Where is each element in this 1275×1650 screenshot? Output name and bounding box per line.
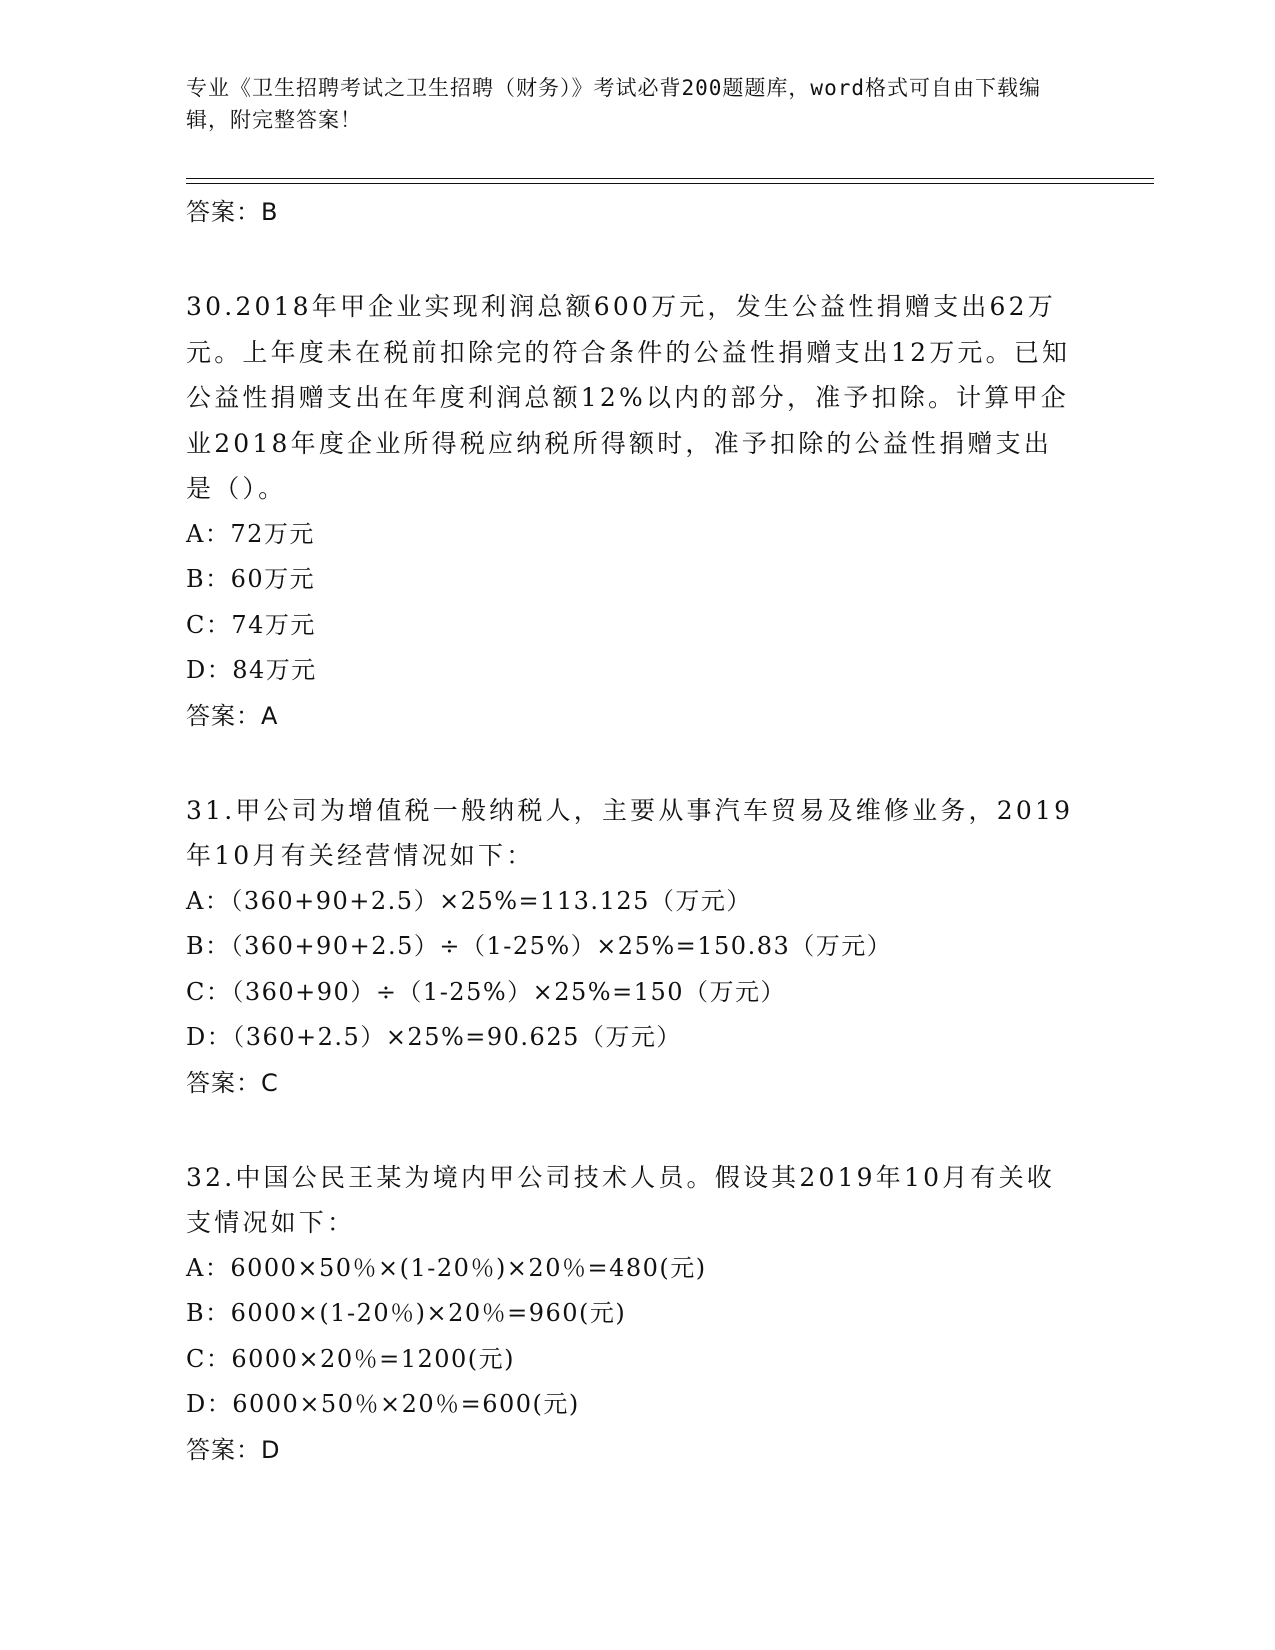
question-block (186, 284, 1076, 739)
option-c: C：6000×20％=1200(元) (186, 1344, 516, 1373)
option-a: A：6000×50％×(1-20％)×20％=480(元) (186, 1253, 707, 1282)
header-divider-bottom (186, 183, 1154, 184)
answer-line: 答案：D (186, 1435, 281, 1464)
option-c: C：74万元 (186, 610, 316, 639)
question-block (186, 1155, 1076, 1473)
question-text: 30.2018年甲企业实现利润总额600万元，发生公益性捐赠支出62万元。上年度未在税前扣除完的符合条件的公益性捐赠支出12万元。已知公益性捐赠支出在年度利润总额12%以内的部分，准予扣除。计算甲企业2018年度企业所得税应纳税所得额时，准予扣除的公益性捐赠支出是（）。 (186, 292, 1071, 503)
option-b: B：6000×(1-20％)×20％=960(元) (186, 1299, 627, 1327)
answer-line: 答案：C (186, 1068, 279, 1097)
option-d: D：84万元 (186, 656, 317, 684)
option-a: A：（360+90+2.5）×25%=113.125（万元） (186, 886, 752, 915)
header-divider-top (186, 178, 1154, 179)
question-text: 32.中国公民王某为境内甲公司技术人员。假设其2019年10月有关收支情况如下： (186, 1162, 1055, 1237)
option-c: C：（360+90）÷（1-25%）×25%=150（万元） (186, 977, 787, 1006)
question-text: 31.甲公司为增值税一般纳税人，主要从事汽车贸易及维修业务，2019年10月有关经营情况如下： (186, 795, 1074, 870)
spacer (186, 235, 1076, 284)
option-a: A：72万元 (186, 519, 315, 548)
document-header: 专业《卫生招聘考试之卫生招聘（财务）》考试必背200题题库，word格式可自由下载编辑，附完整答案！ (186, 76, 1041, 132)
spacer (186, 739, 1076, 788)
question-block (186, 788, 1076, 1106)
spacer (186, 1106, 1076, 1155)
option-b: B：60万元 (186, 565, 316, 593)
option-d: D：6000×50％×20％=600(元) (186, 1390, 580, 1418)
answer-line: 答案：A (186, 701, 279, 730)
document-content (186, 190, 1076, 1473)
answer-line: 答案：B (186, 198, 279, 226)
option-d: D：（360+2.5）×25%=90.625（万元） (186, 1023, 682, 1051)
option-b: B：（360+90+2.5）÷（1-25%）×25%=150.83（万元） (186, 932, 893, 960)
